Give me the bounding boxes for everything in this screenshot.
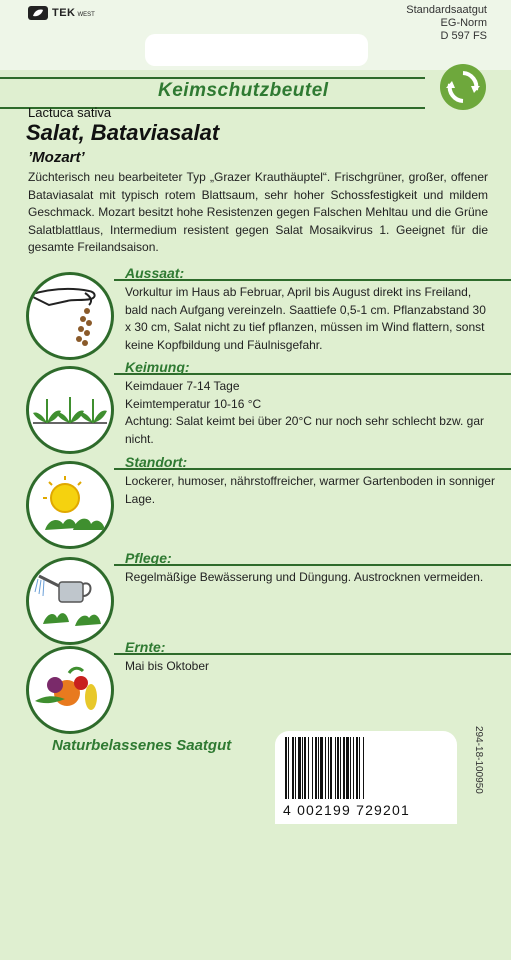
- section-text: Keimdauer 7-14 Tage Keimtemperatur 10-16 °C Achtung: Salat keimt bei über 20°C nur noch sehr schlecht bzw. gar nicht.: [125, 379, 484, 446]
- section-divider: [114, 653, 511, 655]
- article-code: [470, 726, 500, 826]
- section-aussaat: [14, 265, 511, 358]
- seedlings-icon: [26, 366, 114, 454]
- sun-plants-icon: [26, 461, 114, 549]
- watering-can-icon: [26, 557, 114, 645]
- product-description: Züchterisch neu bearbeiteter Typ „Grazer Krauthäuptel“. Frischgrüner, großer, offener Bataviasalat mit typisch rotem Blattsaum, sehr hoher Schossfestigkeit und mildem Geschmack. Mozart besitzt hohe Resistenzen gegen Falschen Mehltau und die Grüne Salatblattlaus, Intermedium resistent gegen Salat Mosaikvirus 1. Geeignet für die gesamte Freilandsaison.: [28, 170, 488, 254]
- section-heading: Ernte:: [125, 639, 166, 655]
- vegetables-icon: [26, 646, 114, 734]
- section-heading: Standort:: [125, 454, 188, 470]
- barcode: [275, 731, 457, 824]
- article-code-text: 294-18-100950: [473, 726, 484, 794]
- barcode-bars: [285, 737, 445, 799]
- standard-info: [406, 4, 487, 43]
- section-text: Lockerer, humoser, nährstoffreicher, warmer Gartenboden in sonniger Lage.: [125, 474, 495, 506]
- section-standort: [14, 454, 511, 547]
- section-ernte: [14, 639, 511, 732]
- banner-text: Keimschutzbeutel: [158, 80, 329, 101]
- label-window: [145, 34, 368, 66]
- latin-name: Lactuca sativa: [28, 105, 112, 120]
- barcode-stripe: [364, 737, 366, 799]
- section-heading: Aussaat:: [125, 265, 185, 281]
- section-text: Regelmäßige Bewässerung und Düngung. Austrocknen vermeiden.: [125, 570, 484, 584]
- section-text: Vorkultur im Haus ab Februar, April bis August direkt ins Freiland, bald nach Aufgang vereinzeln. Saattiefe 0,5-1 cm. Pflanzabstand 30 x 30 cm, Salat nicht zu tief pflanzen, müssen im Wind flattern, sonst keine Kopfbildung und Fäulnisgefahr.: [125, 285, 486, 352]
- section-text: Mai bis Oktober: [125, 659, 210, 673]
- product-title: Salat, Bataviasalat: [26, 120, 220, 145]
- section-keimung: [14, 359, 511, 452]
- hand-sowing-icon: [26, 272, 114, 360]
- standard-line1: Standardsaatgut: [406, 4, 487, 16]
- brand-sub: WEST: [77, 11, 95, 18]
- standard-line2: EG-Norm: [440, 17, 487, 29]
- leaf-icon: [28, 6, 48, 20]
- section-divider: [114, 564, 511, 566]
- section-heading: Pflege:: [125, 550, 172, 566]
- brand-name: TEK: [52, 7, 76, 19]
- variety-name: ’Mozart’: [28, 149, 85, 166]
- section-heading: Keimung:: [125, 359, 190, 375]
- section-pflege: [14, 550, 511, 643]
- brand-logo: [28, 6, 95, 20]
- footer-slogan: Naturbelassenes Saatgut: [52, 737, 232, 754]
- standard-line3: D 597 FS: [440, 30, 487, 42]
- recycle-icon: [440, 64, 486, 110]
- barcode-number: 4 002199 729201: [283, 802, 410, 818]
